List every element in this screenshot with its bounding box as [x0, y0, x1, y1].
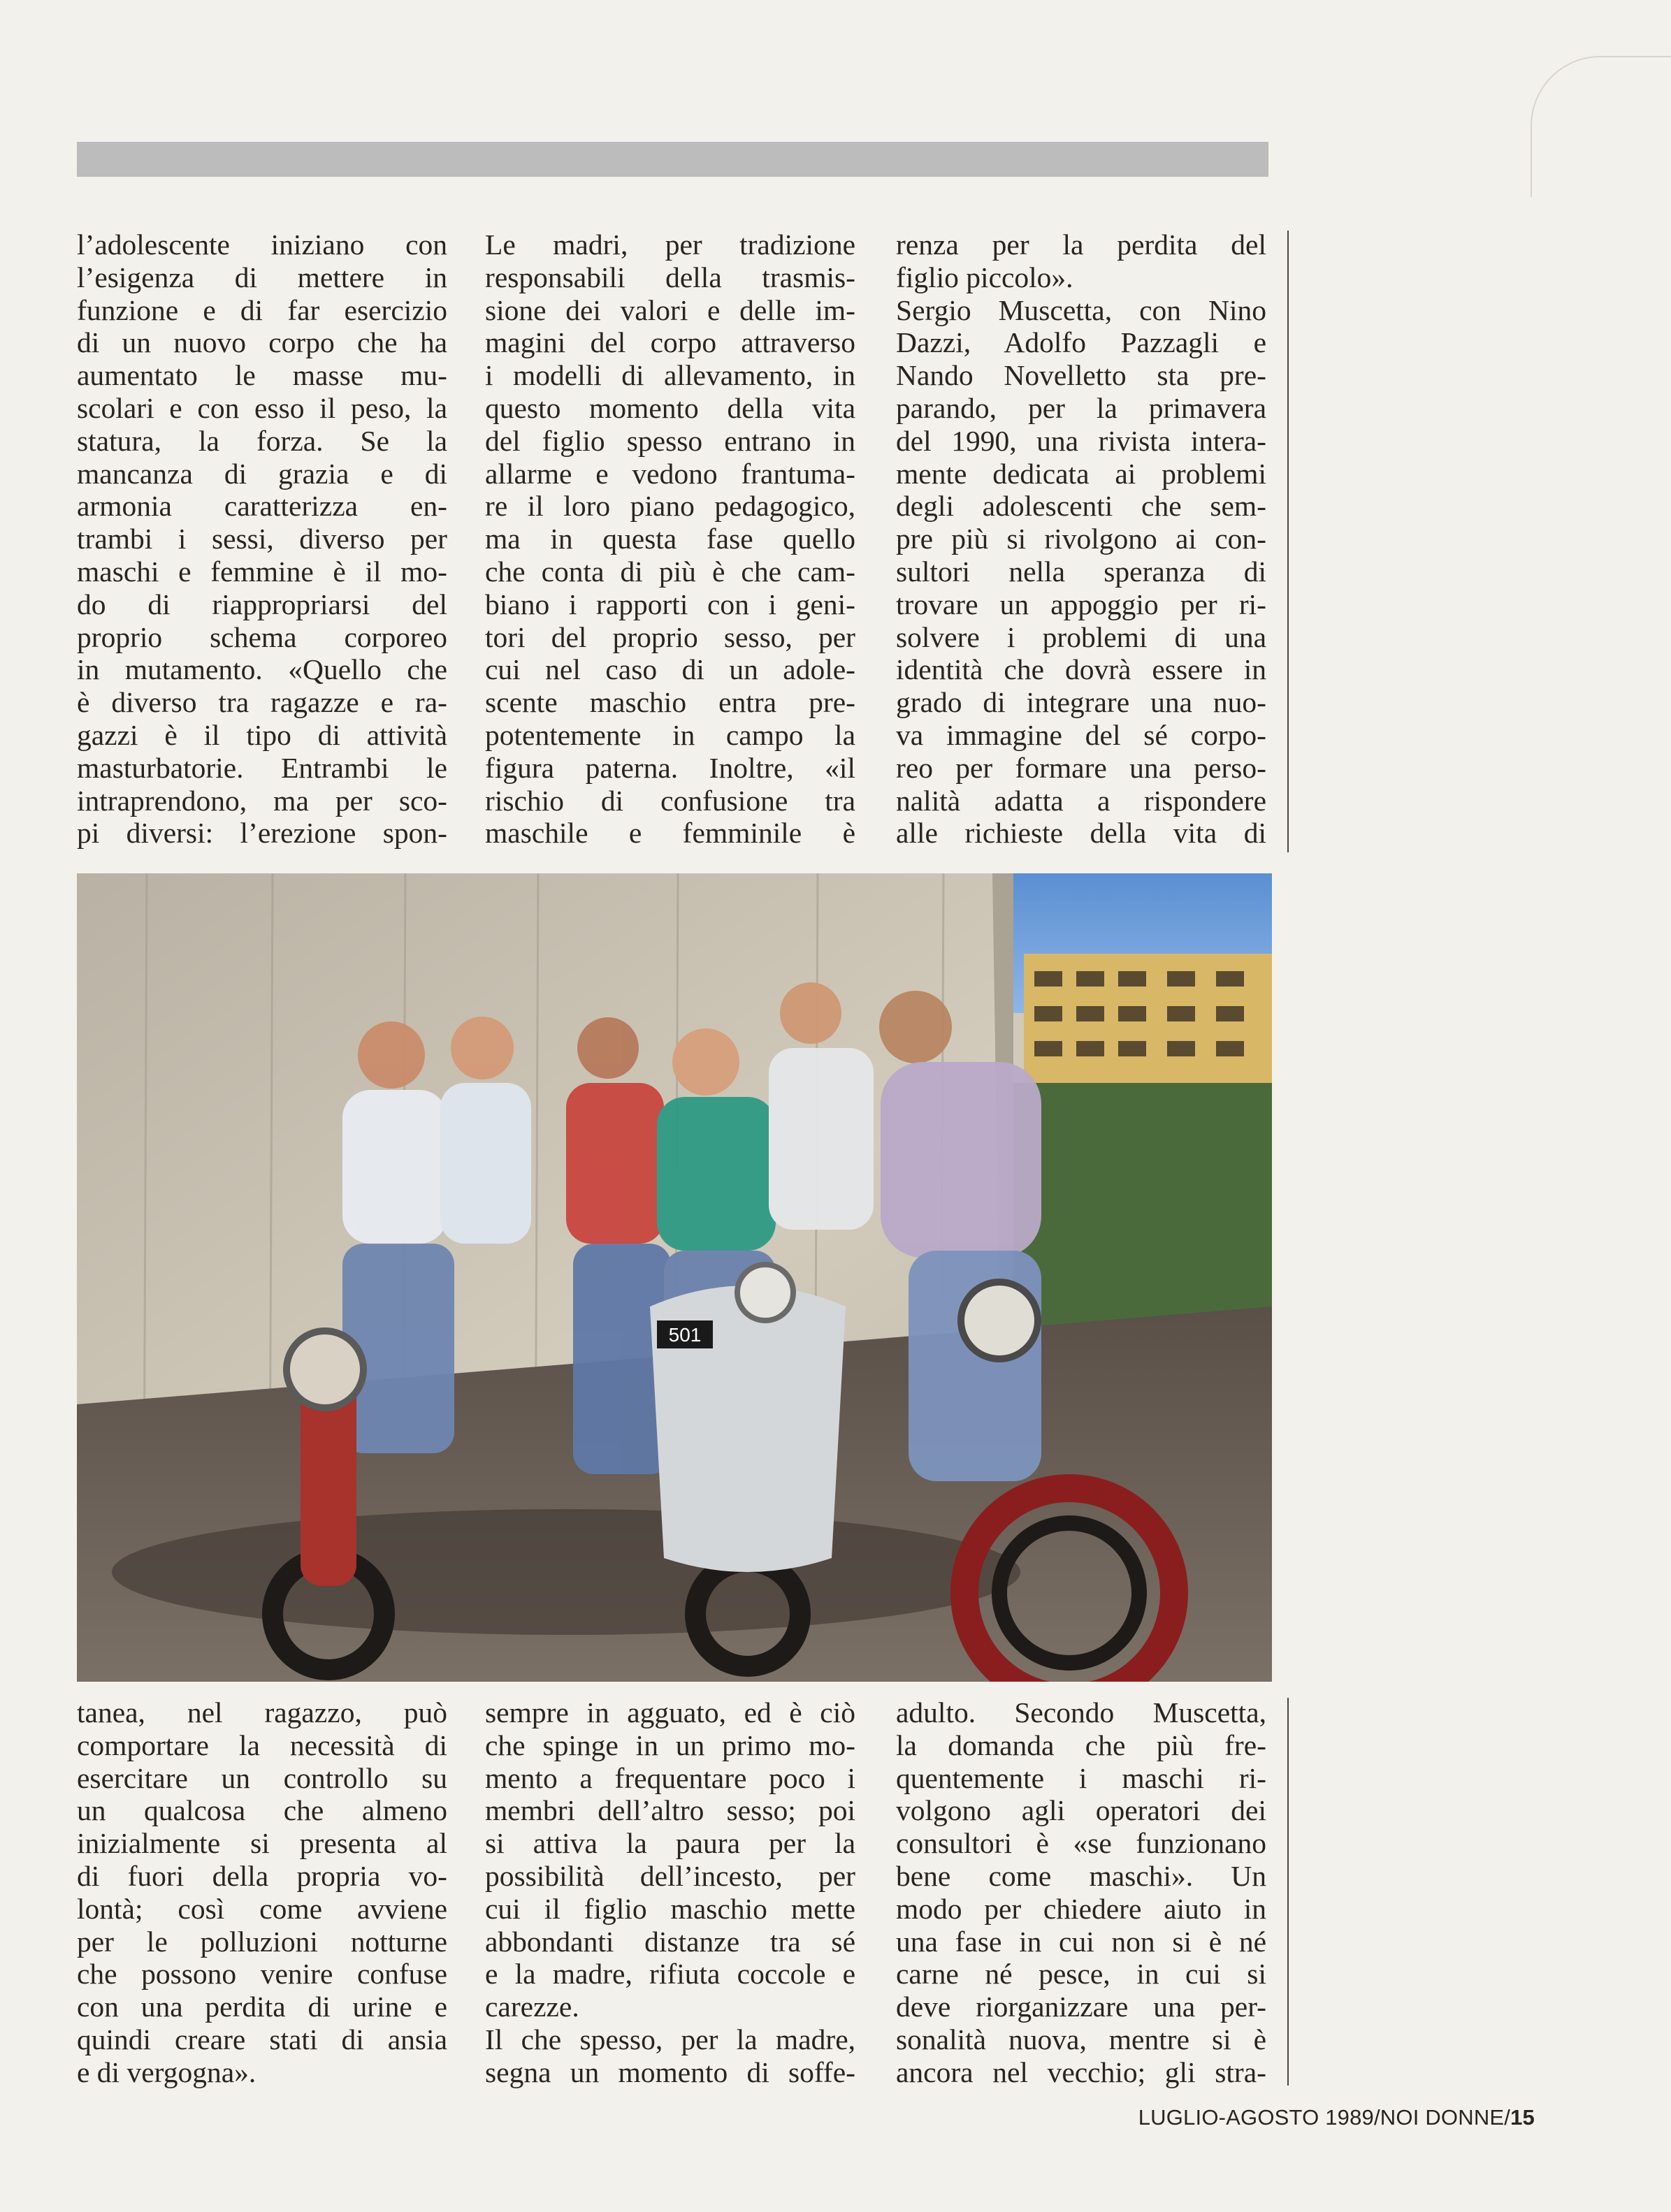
text-line: nalità adatta a rispondere	[896, 784, 1266, 817]
text-line: e di vergogna».	[77, 2055, 256, 2088]
text-line: proprio schema corporeo	[77, 620, 447, 653]
article-photo	[77, 873, 1272, 1682]
text-line: figlio piccolo».	[896, 261, 1073, 293]
text-line: che spinge in un primo mo-	[485, 1729, 855, 1761]
text-line: sultori nella speranza di	[896, 555, 1266, 588]
text-line: sonalità nuova, mentre si è	[896, 2023, 1266, 2055]
text-line: Dazzi, Adolfo Pazzagli e	[896, 326, 1266, 359]
text-line: maschi e femmine è il mo-	[77, 555, 447, 588]
text-line: che conta di più è che cam-	[485, 555, 855, 588]
text-line: volgono agli operatori dei	[896, 1794, 1266, 1827]
text-line: segna un momento di soffe-	[485, 2055, 855, 2088]
text-line: deve riorganizzare una per-	[896, 1991, 1266, 2023]
text-line: per le polluzioni notturne	[77, 1925, 447, 1958]
text-line: comportare la necessità di	[77, 1729, 447, 1761]
text-line: masturbatorie. Entrambi le	[77, 751, 447, 784]
column-3-top	[896, 228, 1266, 850]
header-bar	[77, 142, 1268, 177]
text-line: adulto. Secondo Muscetta,	[896, 1696, 1266, 1729]
text-line: un qualcosa che almeno	[77, 1794, 447, 1827]
text-line: cui il figlio maschio mette	[485, 1892, 855, 1925]
text-line: mente dedicata ai problemi	[896, 457, 1266, 490]
text-line: reo per formare una perso-	[896, 751, 1266, 784]
text-line: trovare un appoggio per ri-	[896, 588, 1266, 620]
text-line: identità che dovrà essere in	[896, 653, 1266, 686]
text-line: del 1990, una rivista intera-	[896, 424, 1266, 457]
text-line: in mutamento. «Quello che	[77, 653, 447, 686]
column-3-bottom	[896, 1696, 1266, 2089]
text-line: aumentato le masse mu-	[77, 359, 447, 392]
text-line: scente maschio entra pre-	[485, 686, 855, 719]
text-line: trambi i sessi, diverso per	[77, 523, 447, 555]
text-line: mancanza di grazia e di	[77, 457, 447, 490]
text-line: tanea, nel ragazzo, può	[77, 1696, 447, 1729]
column-2-top	[485, 228, 855, 850]
text-line: potentemente in campo la	[485, 718, 855, 751]
text-line: possibilità dell’incesto, per	[485, 1859, 855, 1892]
column-2-bottom	[485, 1696, 855, 2089]
text-line: biano i rapporti con i geni-	[485, 588, 855, 620]
text-line: parando, per la primavera	[896, 391, 1266, 424]
footer-issue: LUGLIO-AGOSTO 1989/NOI DONNE/	[1138, 2105, 1511, 2130]
text-line: responsabili della trasmis-	[485, 261, 855, 293]
text-line: re il loro piano pedagogico,	[485, 490, 855, 523]
text-line: statura, la forza. Se la	[77, 424, 447, 457]
text-line: gazzi è il tipo di attività	[77, 718, 447, 751]
text-line: i modelli di allevamento, in	[485, 359, 855, 392]
column-rule-top	[1287, 231, 1289, 852]
text-line: allarme e vedono frantuma-	[485, 457, 855, 490]
text-line: quindi creare stati di ansia	[77, 2023, 447, 2055]
text-line: una fase in cui non si è né	[896, 1925, 1266, 1958]
page-footer	[1138, 2105, 1535, 2130]
text-line: di un nuovo corpo che ha	[77, 326, 447, 359]
text-line: do di riappropriarsi del	[77, 588, 447, 620]
text-line: l’esigenza di mettere in	[77, 261, 447, 293]
text-line: solvere i problemi di una	[896, 620, 1266, 653]
text-line: sempre in agguato, ed è ciò	[485, 1696, 855, 1729]
text-line: membri dell’altro sesso; poi	[485, 1794, 855, 1827]
scooter-number: 501	[668, 1324, 702, 1346]
text-line: maschile e femminile è	[485, 817, 855, 850]
text-line: modo per chiedere aiuto in	[896, 1892, 1266, 1925]
text-line: quentemente i maschi ri-	[896, 1761, 1266, 1794]
text-line: Le madri, per tradizione	[485, 228, 855, 261]
text-line: va immagine del sé corpo-	[896, 718, 1266, 751]
text-line: pi diversi: l’erezione spon-	[77, 817, 447, 850]
text-line: carezze.	[485, 1991, 579, 2023]
text-line: intraprendono, ma per sco-	[77, 784, 447, 817]
text-line: questo momento della vita	[485, 391, 855, 424]
text-line: Sergio Muscetta, con Nino	[896, 293, 1266, 326]
text-line: ma in questa fase quello	[485, 523, 855, 555]
text-line: armonia caratterizza en-	[77, 490, 447, 523]
text-line: renza per la perdita del	[896, 228, 1266, 261]
text-line: Nando Novelletto sta pre-	[896, 359, 1266, 392]
text-line: Il che spesso, per la madre,	[485, 2023, 855, 2055]
text-line: consultori è «se funzionano	[896, 1827, 1266, 1860]
column-1-bottom	[77, 1696, 447, 2089]
text-line: si attiva la paura per la	[485, 1827, 855, 1860]
text-line: grado di integrare una nuo-	[896, 686, 1266, 719]
column-1-top	[77, 228, 447, 850]
text-line: lontà; così come avviene	[77, 1892, 447, 1925]
text-line: figura paterna. Inoltre, «il	[485, 751, 855, 784]
page-number: 15	[1510, 2105, 1535, 2130]
text-line: la domanda che più fre-	[896, 1729, 1266, 1761]
text-line: pre più si rivolgono ai con-	[896, 523, 1266, 555]
text-line: e la madre, rifiuta coccole e	[485, 1958, 855, 1991]
text-line: con una perdita di urine e	[77, 1991, 447, 2023]
text-line: degli adolescenti che sem-	[896, 490, 1266, 523]
text-line: funzione e di far esercizio	[77, 293, 447, 326]
text-line: rischio di confusione tra	[485, 784, 855, 817]
text-line: scolari e con esso il peso, la	[77, 391, 447, 424]
text-line: ancora nel vecchio; gli stra-	[896, 2055, 1266, 2088]
text-line: carne né pesce, in cui si	[896, 1958, 1266, 1991]
text-line: abbondanti distanze tra sé	[485, 1925, 855, 1958]
text-line: magini del corpo attraverso	[485, 326, 855, 359]
column-rule-bottom	[1287, 1698, 1289, 2086]
text-line: cui nel caso di un adole-	[485, 653, 855, 686]
text-line: inizialmente si presenta al	[77, 1827, 447, 1860]
text-line: del figlio spesso entrano in	[485, 424, 855, 457]
page-corner-mark	[1531, 56, 1671, 197]
text-line: sione dei valori e delle im-	[485, 293, 855, 326]
text-line: esercitare un controllo su	[77, 1761, 447, 1794]
text-line: di fuori della propria vo-	[77, 1859, 447, 1892]
text-line: mento a frequentare poco i	[485, 1761, 855, 1794]
text-line: è diverso tra ragazze e ra-	[77, 686, 447, 719]
text-line: alle richieste della vita di	[896, 817, 1266, 850]
text-line: tori del proprio sesso, per	[485, 620, 855, 653]
text-line: bene come maschi». Un	[896, 1859, 1266, 1892]
text-line: l’adolescente iniziano con	[77, 228, 447, 261]
text-line: che possono venire confuse	[77, 1958, 447, 1991]
